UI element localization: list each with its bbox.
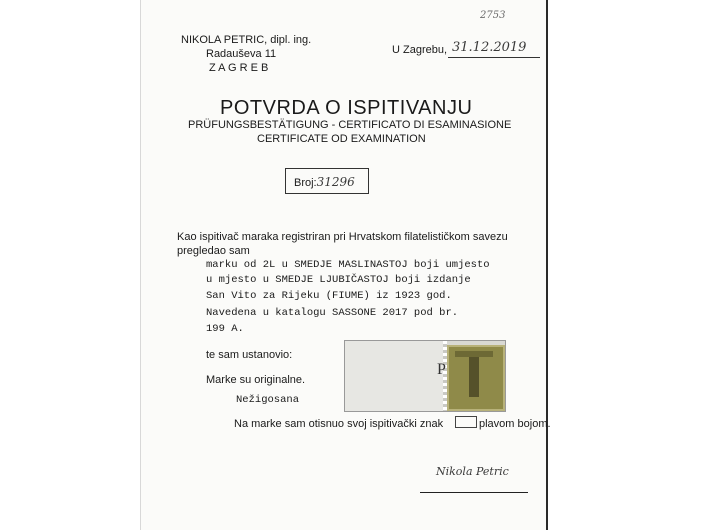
intro-line-1: Kao ispitivač maraka registriran pri Hrvatskom filatelističkom savezu [177,231,508,243]
stamp-sheet-margin [345,341,443,411]
certificate-number: 31296 [316,175,355,189]
stamp-image [344,340,506,412]
certificate-title: POTVRDA O ISPITIVANJU [220,97,473,119]
condition-unused: Nežigosana [236,394,300,406]
established-label: te sam ustanovio: [206,349,293,361]
mark-statement-end: plavom bojom. [479,418,551,430]
signature-line [420,492,528,493]
mark-statement-start: Na marke sam otisnuo svoj ispitivački znak [234,418,444,430]
stamp-letter: P [437,361,446,378]
title-line-2: PRÜFUNGSBESTÄTIGUNG - CERTIFICATO DI ESAMINASIONE [188,119,512,131]
intro-line-2: pregledao sam [177,245,250,257]
description-line-2: u mjesto u SMEDJE LJUBIČASTOJ boji izdanje [206,274,471,286]
issuer-name: NIKOLA PETRIC, dipl. ing. [181,34,312,46]
description-line-5: 199 A. [206,323,244,335]
issuer-city: Z A G R E B [209,62,269,74]
issuer-street: Radauševa 11 [206,48,277,60]
corner-number: 2753 [480,10,506,21]
certificate-date: 31.12.2019 [452,40,527,55]
place-label: U Zagrebu, [392,44,448,56]
stamp-column [469,357,479,397]
signature: Nikola Petric [436,465,509,478]
certificate-number-box [285,168,369,194]
title-line-3: CERTIFICATE OD EXAMINATION [257,133,426,145]
date-underline [448,57,540,58]
stamp-design [447,345,505,411]
description-line-4: Navedena u katalogu SASSONE 2017 pod br. [206,307,459,319]
examiner-mark-box [455,416,477,428]
number-label: Broj: [294,177,317,189]
description-line-3: San Vito za Rijeku (FIUME) iz 1923 god. [206,290,452,302]
description-line-1: marku od 2L u SMEDJE MASLINASTOJ boji umjesto [206,259,490,271]
originality-statement: Marke su originalne. [206,374,306,386]
